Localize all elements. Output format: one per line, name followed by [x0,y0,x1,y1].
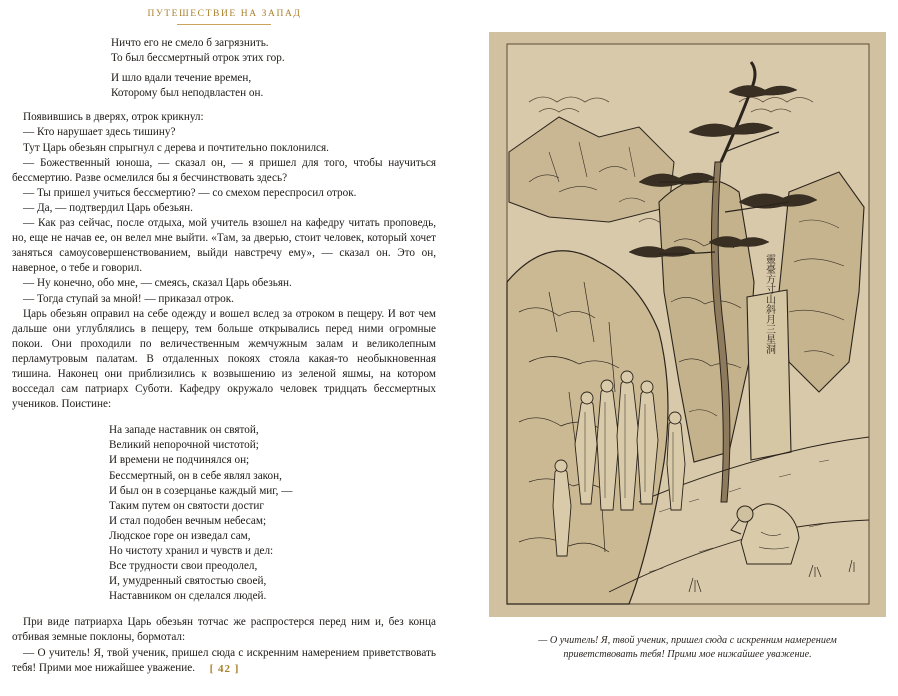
paragraph: Тут Царь обезьян спрыгнул с дерева и почтительно поклонился. [23,141,329,154]
verse-line: Ничто его не смело б загрязнить. [111,37,269,49]
paragraph: Царь обезьян оправил на себе одежду и вошел вслед за отроком в пещеру. И вот чем дальше они углублялись в пещеру, тем больше открывались перед ними огромные покои. Они проходили по величественным жемчужным залам и великолепным перламутровым палатам. В отдаленных покоях стояла какая-то необыкновенная тишина. Наконец они приблизились к возвышению из зеленой яшмы, на котором восседал сам патриарх Суботи. Кафедру окружало человек тридцать бессмертных учеников. Поистине: [12,307,436,411]
woodblock-illustration [489,32,886,617]
paragraph: — Божественный юноша, — сказал он, — я пришел для того, чтобы научиться бессмертию. Разве осмелился бы я бесчинствовать здесь? [12,156,436,184]
poem-line: Наставником он сделался людей. [109,590,267,603]
paragraph: — Как раз сейчас, после отдыха, мой учитель взошел на кафедру читать проповедь, но, еще не начав ее, он велел мне выйти. «Там, за дверью, стоит человек, который хочет заняться самоусовершенствованием, выйди навстречу ему», — сказал он. Это он, наверное, о тебе и говорил. [12,217,436,275]
poem-line: И времени не подчинялся он; [109,454,250,467]
running-head: ПУТЕШЕСТВИЕ НА ЗАПАД [147,9,302,19]
poem-line: На западе наставник он святой, [109,424,259,437]
paragraph: — Ну конечно, обо мне, — смеясь, сказал Царь обезьян. [23,277,292,290]
poem-line: Бессмертный, он в себе являл закон, [109,469,282,482]
poem-line: Великий непорочной чистотой; [109,439,259,452]
verse-stanza [111,36,436,66]
verse-line: Которому был неподвластен он. [111,87,264,100]
caption-line: приветствовать тебя! Прими мое нижайшее уважение. [563,649,812,660]
poem-line: И, умудренный святостью своей, [109,575,267,588]
poem-line: Таким путем он святости достиг [109,499,265,512]
verse-stanza [111,71,436,101]
poem [109,423,436,604]
page-number: [ 42 ] [209,663,240,675]
illustration-caption [489,634,886,662]
poem-line: Все трудности свои преодолел, [109,560,258,573]
paragraph: — Кто нарушает здесь тишину? [23,126,176,139]
paragraph: — Ты пришел учиться бессмертию? — со смехом переспросил отрок. [23,186,357,199]
poem-line: Но чистоту хранил и чувств и дел: [109,545,274,557]
paragraph: При виде патриарха Царь обезьян тотчас же распростерся перед ним и, без конца отбивая земные поклоны, бормотал: [12,616,436,644]
verse-line: И шло вдали течение времен, [111,72,252,85]
verse-line: То был бессмертный отрок этих гор. [111,52,285,65]
caption-line: — О учитель! Я, твой ученик, пришел сюда с искренним намерением [538,635,837,646]
illustration-plate [489,32,886,617]
poem-line: И стал подобен вечным небесам; [109,514,267,527]
poem-line: Людское горе он изведал сам, [109,529,251,542]
right-page [449,0,898,696]
poem-line: И был он в созерцанье каждый миг, — [109,484,293,497]
paragraph: — Тогда ступай за мной! — приказал отрок. [23,292,234,305]
paragraph: — Да, — подтвердил Царь обезьян. [23,201,193,214]
text-column [12,36,436,676]
paragraph: — О учитель! Я, твой ученик, пришел сюда с искренним намерением приветствовать тебя! Прими мое нижайшее уважение. [12,646,436,674]
paragraph: Появившись в дверях, отрок крикнул: [23,111,204,124]
stele-inscription: 靈臺方寸山斜月三星洞 [763,254,775,354]
running-head-rule [177,24,271,25]
